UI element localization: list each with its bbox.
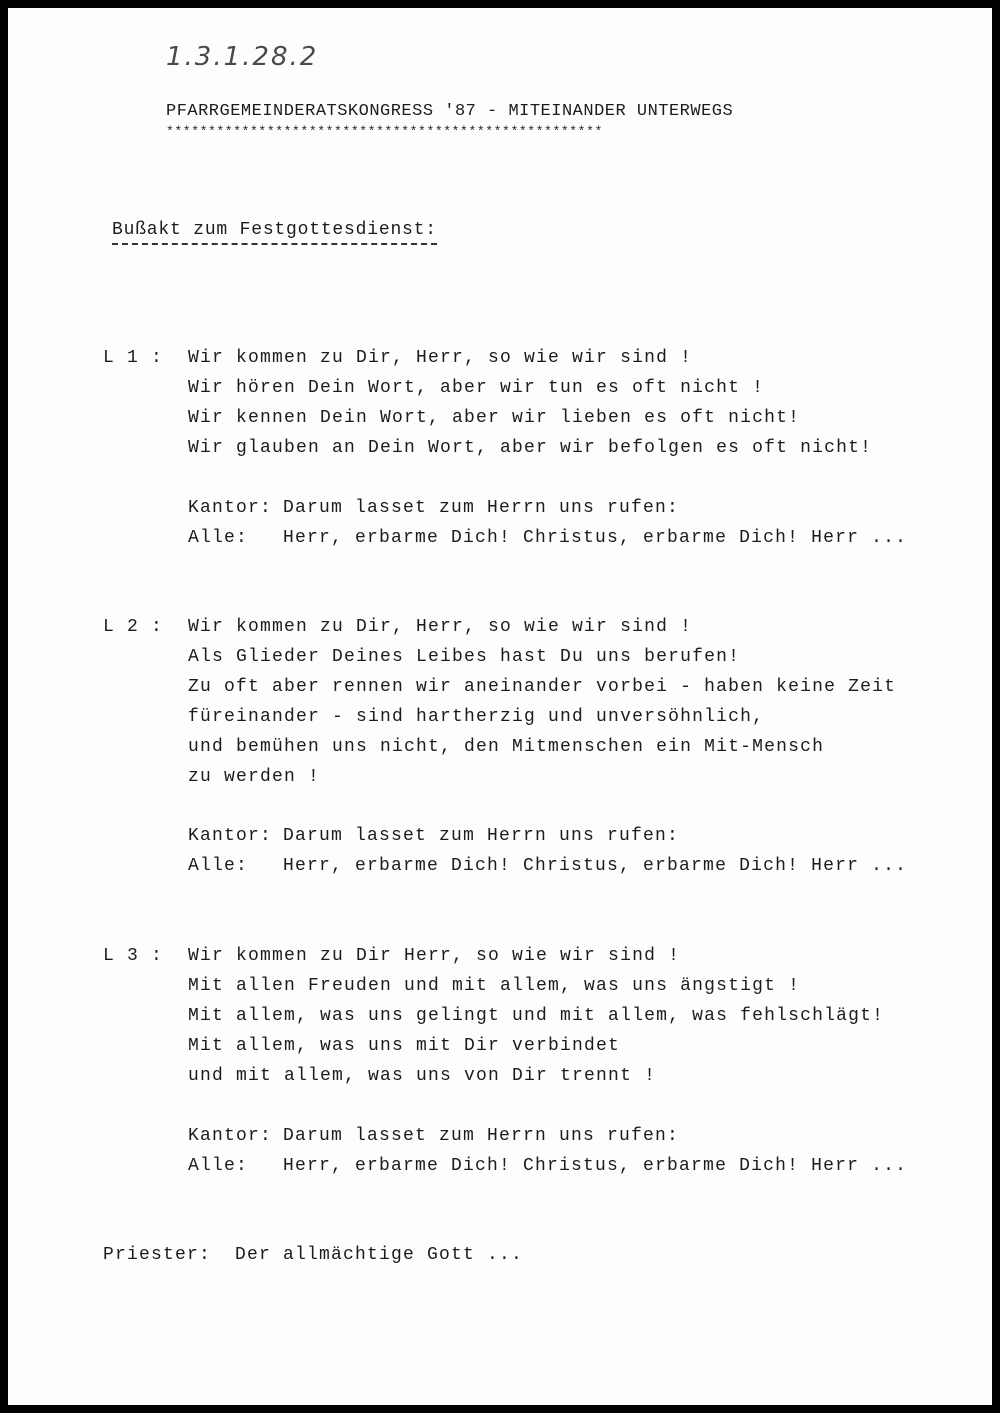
block-line: Wir kommen zu Dir, Herr, so wie wir sind ! (188, 617, 693, 637)
block-line: Mit allem, was uns mit Dir verbindet (188, 1036, 621, 1056)
block-line: Wir glauben an Dein Wort, aber wir befolgen es oft nicht! (188, 438, 873, 458)
alle-text: Herr, erbarme Dich! Christus, erbarme Dich! Herr ... (283, 1156, 908, 1176)
priester-text: Der allmächtige Gott ... (235, 1245, 524, 1265)
block-line: und bemühen uns nicht, den Mitmenschen ein Mit-Mensch (188, 737, 825, 757)
block-line: Als Glieder Deines Leibes hast Du uns berufen! (188, 647, 741, 667)
block-line: Wir kennen Dein Wort, aber wir lieben es oft nicht! (188, 408, 801, 428)
block-line: Mit allen Freuden und mit allem, was uns ängstigt ! (188, 976, 801, 996)
priester-label: Priester: (103, 1245, 212, 1265)
kantor-label: Kantor: (188, 1126, 273, 1146)
kantor-label: Kantor: (188, 498, 273, 518)
alle-text: Herr, erbarme Dich! Christus, erbarme Dich! Herr ... (283, 856, 908, 876)
block-line: Mit allem, was uns gelingt und mit allem, was fehlschlägt! (188, 1006, 885, 1026)
document-title: PFARRGEMEINDERATSKONGRESS '87 - MITEINANDER UNTERWEGS (166, 102, 734, 121)
document-page (8, 8, 992, 1405)
alle-label: Alle: (188, 1156, 249, 1176)
block-line: und mit allem, was uns von Dir trennt ! (188, 1066, 657, 1086)
kantor-label: Kantor: (188, 826, 273, 846)
block-line: füreinander - sind hartherzig und unversöhnlich, (188, 707, 765, 727)
block-label-l2: L 2 : (103, 617, 164, 637)
kantor-text: Darum lasset zum Herrn uns rufen: (283, 826, 680, 846)
section-heading: Bußakt zum Festgottesdienst: (112, 220, 437, 245)
block-label-l3: L 3 : (103, 946, 164, 966)
kantor-text: Darum lasset zum Herrn uns rufen: (283, 498, 680, 518)
alle-label: Alle: (188, 528, 249, 548)
block-line: Zu oft aber rennen wir aneinander vorbei - haben keine Zeit (188, 677, 897, 697)
kantor-text: Darum lasset zum Herrn uns rufen: (283, 1126, 680, 1146)
block-line: Wir hören Dein Wort, aber wir tun es oft nicht ! (188, 378, 765, 398)
archive-id-handwritten: 1.3.1.28.2 (166, 42, 319, 72)
title-asterisk-underline: **************************************************** (166, 124, 603, 139)
block-line: zu werden ! (188, 767, 321, 787)
alle-label: Alle: (188, 856, 249, 876)
block-line: Wir kommen zu Dir, Herr, so wie wir sind ! (188, 348, 693, 368)
block-label-l1: L 1 : (103, 348, 164, 368)
block-line: Wir kommen zu Dir Herr, so wie wir sind ! (188, 946, 681, 966)
alle-text: Herr, erbarme Dich! Christus, erbarme Dich! Herr ... (283, 528, 908, 548)
